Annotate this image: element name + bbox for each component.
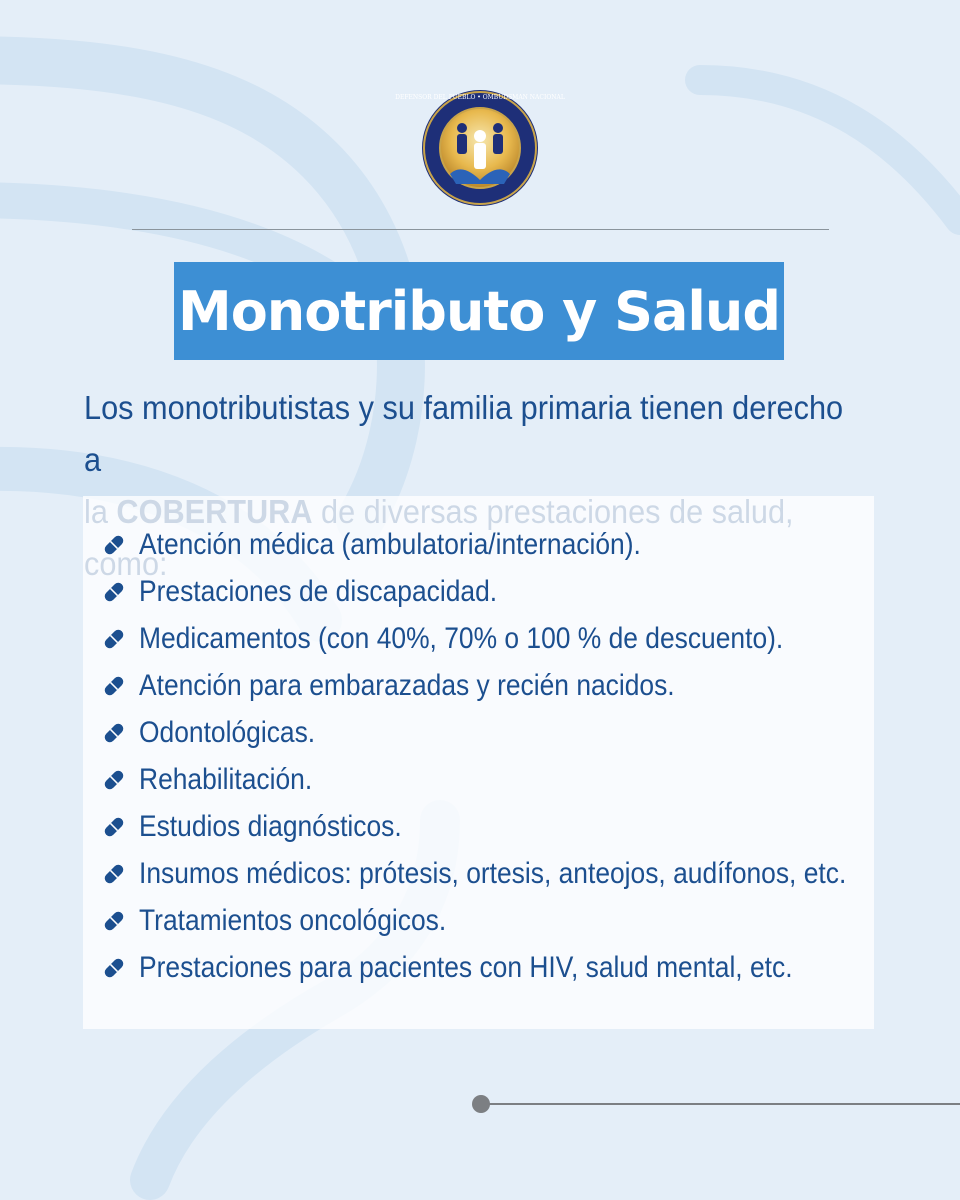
list-item — [99, 570, 546, 614]
page-title: Monotributo y Salud — [177, 279, 781, 343]
list-item-label: Odontológicas. — [139, 716, 316, 749]
pill-icon — [99, 530, 129, 560]
pill-icon — [99, 718, 129, 748]
pill-icon — [99, 624, 129, 654]
pill-icon — [99, 765, 129, 795]
list-item — [99, 711, 339, 755]
list-item-label: Atención para embarazadas y recién nacidos. — [139, 669, 675, 702]
list-item — [99, 899, 488, 943]
svg-text:DEFENSOR DEL PUEBLO • OMBUDSMA: DEFENSOR DEL PUEBLO • OMBUDSMAN NACIONAL — [395, 94, 565, 101]
list-item-label: Tratamientos oncológicos. — [139, 904, 447, 937]
list-item-label: Medicamentos (con 40%, 70% o 100 % de descuento). — [139, 622, 784, 655]
pill-icon — [99, 859, 129, 889]
defensor-del-pueblo-logo — [395, 88, 565, 208]
list-item-label: Prestaciones de discapacidad. — [139, 575, 498, 608]
list-item-label: Rehabilitación. — [139, 763, 313, 796]
bottom-divider-dot — [472, 1095, 490, 1113]
pill-icon — [99, 953, 129, 983]
coverage-list-card — [83, 496, 874, 1029]
list-item — [99, 852, 943, 896]
pill-icon — [99, 671, 129, 701]
list-item — [99, 523, 709, 567]
list-item-label: Prestaciones para pacientes con HIV, salud mental, etc. — [139, 951, 793, 984]
pill-icon — [99, 812, 129, 842]
pill-icon — [99, 577, 129, 607]
list-item-label: Insumos médicos: prótesis, ortesis, anteojos, audífonos, etc. — [139, 857, 847, 890]
list-item — [99, 805, 438, 849]
list-item — [99, 664, 748, 708]
title-banner — [174, 262, 784, 360]
pill-icon — [99, 906, 129, 936]
list-item — [99, 617, 871, 661]
list-item-label: Atención médica (ambulatoria/internación). — [139, 528, 641, 561]
intro-line-1: Los monotributistas y su familia primaria tienen derecho a — [84, 389, 844, 478]
list-item — [99, 758, 336, 802]
bottom-divider-line — [484, 1103, 960, 1105]
list-item-label: Estudios diagnósticos. — [139, 810, 402, 843]
top-divider — [132, 229, 829, 230]
list-item — [99, 946, 882, 990]
